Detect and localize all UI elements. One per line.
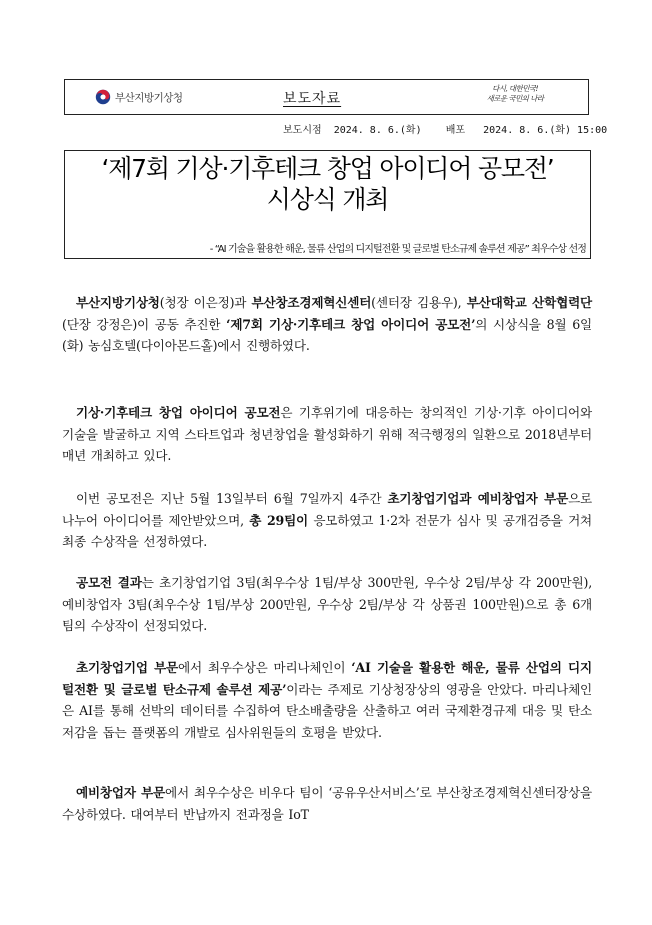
bold-text: 총 29팀이 [249,512,309,528]
bold-text: 초기창업기업과 예비창업자 부문 [387,491,569,506]
release-info [283,121,607,136]
agency-name: 부산지방기상청 [115,91,183,104]
page-title-line-2: 시상식 개최 [266,185,389,214]
bold-text: 공모전 결과 [76,575,142,590]
text: 으로 나누어 아이디어를 제안받았으며, [62,491,592,528]
slogan-line-1: 다시, 대한민국! [492,84,538,93]
paragraph-3 [62,488,592,562]
bold-text: 예비창업자 부문 [76,785,166,800]
bold-text: 부산창조경제혁신센터 [251,295,372,310]
text: 의 시상식을 8월 6일(화) 농심호텔(다이아몬드홀)에서 진행하였다. [62,316,592,353]
bold-text: 초기창업기업 부문 [76,660,178,675]
distribution-label: 배포 [445,125,466,136]
text: (단장 강정은)이 공동 추진한 [62,316,227,332]
paragraph-5 [62,657,592,752]
document-type: 보도자료 [283,91,342,107]
bold-text: ‘AI 기술을 활용한 해운, 물류 산업의 디지털전환 및 글로벌 탄소규제 솔루션 제공’ [62,660,592,697]
text: 는 초기창업기업 3팀(최우수상 1팀/부상 300만원, 우수상 2팀/부상 각 200만원), 예비창업자 3팀(최우수상 1팀/부상 200만원, 우수상 2팀/부상 각 상품권 100만원)으로 총 6개 팀의 수상작이 선정되었다. [62,575,592,633]
paragraph-4 [62,572,592,646]
paragraph-2 [62,402,592,476]
text: 에서 최우수상은 비우다 팀이 ‘공유우산서비스’로 부산창조경제혁신센터장상을 수상하였다. 대여부터 반납까지 전과정을 IoT [62,785,592,822]
paragraph-1 [62,292,592,366]
bold-text: 기상·기후테크 창업 아이디어 공모전 [76,405,281,420]
text: (청장 이은정)과 [159,295,252,310]
text: (센터장 김용우), [371,295,467,310]
government-slogan [470,84,560,104]
subtitle: - “AI 기술을 활용한 해운, 물류 산업의 디지털전환 및 글로벌 탄소규제 솔루션 제공” 최우수상 선정 [209,244,586,255]
bold-text: 부산대학교 산학협력단 [466,295,592,310]
text: 이라는 주제로 기상청장상의 영광을 안았다. 마리나체인은 AI를 통해 선박의 데이터를 수집하여 탄소배출량을 산출하고 여러 국제환경규제 대응 및 탄소저감을 돕는 플랫폼의 개발로 심사위원들의 호평을 받았다. [62,681,592,740]
embargo-date: 2024. 8. 6.(화) [333,125,422,136]
bold-text: ‘제7회 기상·기후테크 창업 아이디어 공모전’ [226,316,476,332]
press-release-header [64,79,589,115]
taegeuk-logo-icon [95,89,111,105]
embargo-label: 보도시점 [283,125,322,136]
text: 은 기후위기에 대응하는 창의적인 기상·기후 아이디어와 기술을 발굴하고 지역 스타트업과 청년창업을 활성화하기 위해 적극행정의 일환으로 2018년부터 매년 개최하고 있다. [62,405,592,463]
distribution-date: 2024. 8. 6.(화) 15:00 [483,125,608,136]
agency-logo [95,89,183,105]
slogan-line-2: 새로운 국민의 나라 [486,94,544,103]
title-box [64,150,591,259]
text: 응모하였고 1·2차 전문가 심사 및 공개검증을 거쳐 최종 수상작을 선정하였다. [62,512,593,549]
text: 에서 최우수상은 마리나체인이 [178,660,352,675]
text: 이번 공모전은 지난 5월 13일부터 6월 7일까지 4주간 [76,491,388,506]
bold-text: 부산지방기상청 [76,295,160,310]
paragraph-6 [62,782,592,834]
page-title-line-1: ‘제7회 기상·기후테크 창업 아이디어 공모전’ [101,154,554,183]
